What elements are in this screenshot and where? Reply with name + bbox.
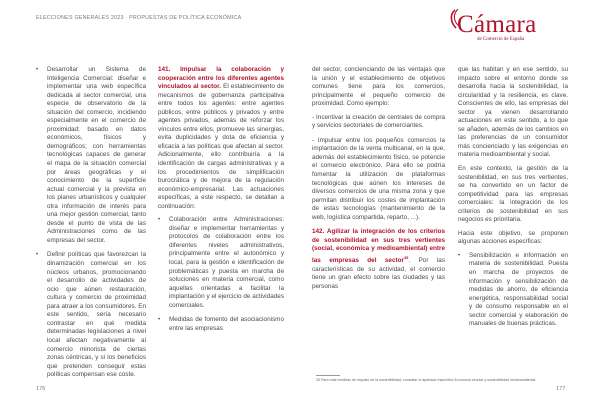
bullet-icon: • (158, 217, 161, 224)
dash-list-item: - Incentivar la creación de centrales de compra y servicios sectoriales de comerciantes. (312, 113, 445, 130)
list-item (158, 216, 284, 310)
section-text-142: . Por las características de su actividad, el comercio tiene un gran efecto sobre las ciudades y las personas (312, 257, 445, 290)
section-heading-141: 141. Impulsar la colaboración y cooperación entre los diferentes agentes vinculados al sector. (158, 66, 284, 91)
footnote-divider (316, 375, 340, 376)
column-3-intro: del sector, concienciando de las ventajas que la unión y el establecimiento de objetivos comunes tiene para los comercios, principalmente el pequeño comercio de proximidad. Como ejemplo: (312, 66, 445, 108)
bullet-icon: • (36, 67, 39, 73)
column-4 (458, 66, 568, 335)
paragraph: que las habitan y en ese sentido, su impacto sobre el entorno donde se desarrolla hacia la sostenibilidad, la circularidad y la resiliencia, es clave. Conscientes de ello, las empresas del sector ya vienen desarrollando actuaciones en este sentido, a lo que se añaden, además de los cambios en las preferencias de un consumidor más concienciado y las exigencias en materia medioambiental y social. (458, 66, 568, 159)
list-item (36, 66, 146, 245)
footnote: 35 Para más medidas de impulso de la sostenibilidad, consultar el apartado específico Economía circular y sostenibilidad medioambiental. (316, 378, 537, 382)
footnote-reference: 35 (403, 254, 409, 260)
bullet-icon: • (36, 252, 39, 259)
camara-logo (447, 8, 567, 44)
list-item (458, 252, 568, 329)
column-1 (36, 66, 146, 386)
document-header-title: ELECCIONES GENERALES 2023 · PROPUESTAS DE POLÍTICA ECONÓMICA (36, 15, 242, 21)
list-item (36, 251, 146, 379)
logo-subtitle: de Comercio de España (477, 37, 525, 42)
list-item-text: Sensibilización e información en materia de sostenibilidad. Puesta en marcha de proyectos de información y sensibilización de medidas de ahorro, de eficiencia energética, responsabilidad social y de consumo responsable en el sector comercial y elaboración de manuales de buenas prácticas. (469, 251, 568, 328)
bullet-icon: • (158, 317, 161, 324)
list-item (158, 316, 284, 333)
paragraph: En este contexto, la gestión de la sostenibilidad, en sus tres vertientes, se ha convertido en un factor de competitividad para las empresas comerciales: la integración de los criterios de sostenibilidad en sus negocios es prioritaria. (458, 165, 568, 224)
section-141 (158, 66, 284, 211)
column-2 (158, 66, 284, 339)
dash-list-item: - Impulsar entre los pequeños comercios la implantación de la venta multicanal, en la que, además del establecimiento físico, se potencie el comercio electrónico. Para ello se podría fomentar la utilización de plataformas tecnológicas que aúnen los intereses de diversos comercios de una misma zona y que permitan distribuir los costes de implantación de estas tecnologías (mantenimiento de la web, logística compartida, reparto, ...). (312, 136, 445, 221)
page-number-right: 177 (556, 386, 566, 392)
bullet-icon: • (458, 252, 461, 259)
list-item-text: Medidas de fomento del asociacionismo entre las empresas (169, 316, 284, 332)
column-3 (312, 66, 445, 296)
list-item-text: Desarrollar un Sistema de Inteligencia Comercial: diseñar e implementar una web específica dedicada al sector comercial, una especie de observatorio de la situación del comercio, incidiendo especialmente en el comercio de proximidad; basado en datos económicos, físicos y demográficos; con herramientas tecnológicas capaces de generar el mapa de la situación comercial por áreas geográficas y el conocimiento de la superficie actual comercial y la prevista en los planes urbanísticos y cualquier otra información de interés para una mejor gestión comercial, tanto desde el punto de vista de las Administraciones como de las empresas del sector. (47, 66, 146, 244)
logo-wordmark: Cámara (457, 11, 537, 38)
list-item-text: Colaboración entre Administraciones: diseñar e implementar herramientas y protocolos de colaboración entre los diferentes niveles administrativos, principalmente entre el autonómico y local, para la gestión e identificación de problemáticas y puesta en marcha de soluciones en materia comercial, como aquellas orientadas a facilitar la implantación y el ejercicio de actividades comerciales. (169, 216, 284, 309)
list-item-text: Definir políticas que favorezcan la dinamización comercial en los núcleos urbanos, promocionando el desarrollo de actividades de ocio que aúnen restauración, cultura y comercio de proximidad para atraer a los consumidores. En este sentido, sería necesario contrastar en qué medida determinadas legislaciones a nivel local afectan negativamente al comercio minorista de ciertas zonas céntricas, y si los beneficios que pretenden conseguir estas políticas compensan ese coste. (47, 251, 146, 379)
section-heading-142: 142. Agilizar la integración de los criterios de sostenibilidad en sus tres vertientes (social, económica y medioambiental) entre las empresas del sector (312, 228, 445, 265)
paragraph: Hacia este objetivo, se proponen algunas acciones específicas: (458, 229, 568, 246)
section-142 (312, 228, 445, 291)
page-number-left: 176 (36, 386, 46, 392)
section-intro-141: El establecimiento de mecanismos de gobernanza participativa entre todos los agentes: entre agentes públicos, entre públicos y privados y entre agentes privados, además de reforzar los vínculos entre ellos, promueve las sinergias, evita duplicidades y dota de eficiencia y eficacia a las políticas que afectan al sector. Adicionalmente, ello contribuiría a la identificación de cargas administrativas y a los procedimientos de simplificación burocrática y de mejora de la regulación económico-empresarial. Las actuaciones específicas, a este respecto, se detallan a continuación: (158, 83, 284, 210)
